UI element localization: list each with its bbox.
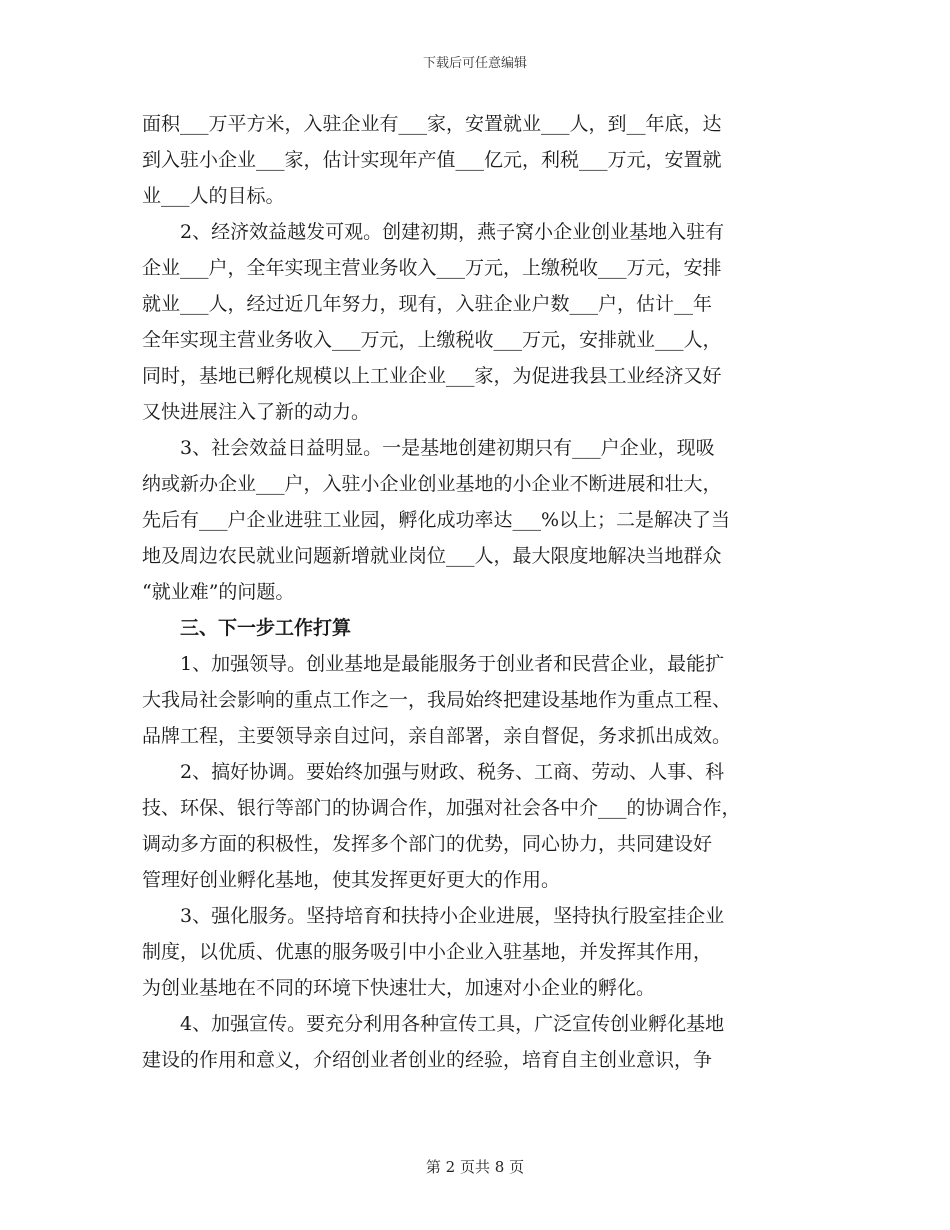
text-line: 1、加强领导。创业基地是最能服务于创业者和民营企业，最能扩 — [180, 653, 725, 675]
text-line: 3、社会效益日益明显。一是基地创建初期只有___户企业，现吸 — [180, 437, 715, 459]
text-line: “就业难”的问题。 — [142, 581, 295, 603]
text-line: 地及周边农民就业问题新增就业岗位___人，最大限度地解决当地群众 — [142, 545, 722, 567]
text-line: 大我局社会影响的重点工作之一，我局始终把建设基地作为重点工程、 — [142, 689, 732, 711]
text-line: 品牌工程，主要领导亲自过问，亲自部署，亲自督促，务求抓出成效。 — [142, 725, 732, 747]
text-line: 到入驻小企业___家，估计实现年产值___亿元，利税___万元，安置就 — [142, 149, 722, 171]
text-line: 建设的作用和意义，介绍创业者创业的经验，培育自主创业意识，争 — [142, 1049, 713, 1071]
text-line: 4、加强宣传。要充分利用各种宣传工具，广泛宣传创业孵化基地 — [180, 1013, 725, 1035]
text-line: 就业___人，经过近几年努力，现有，入驻企业户数___户，估计__年 — [142, 293, 713, 315]
text-line: 调动多方面的积极性，发挥多个部门的优势，同心协力，共同建设好 — [142, 833, 713, 855]
text-line: 技、环保、银行等部门的协调合作，加强对社会各中介___的协调合作， — [142, 797, 741, 819]
text-line: 管理好创业孵化基地，使其发挥更好更大的作用。 — [142, 869, 561, 891]
text-line: 2、经济效益越发可观。创建初期，燕子窝小企业创业基地入驻有 — [180, 221, 725, 243]
text-line: 业___人的目标。 — [142, 185, 285, 207]
text-line: 企业___户，全年实现主营业务收入___万元，上缴税收___万元，安排 — [142, 257, 722, 279]
text-line: 先后有___户企业进驻工业园，孵化成功率达___%以上；二是解决了当 — [142, 509, 731, 531]
text-line: 全年实现主营业务收入___万元，上缴税收___万元，安排就业___人， — [142, 329, 722, 351]
text-line: 纳或新办企业___户，入驻小企业创业基地的小企业不断进展和壮大， — [142, 473, 722, 495]
text-line: 制度，以优质、优惠的服务吸引中小企业入驻基地，并发挥其作用， — [142, 941, 713, 963]
page-header: 下载后可任意编辑 — [422, 56, 527, 71]
section-heading: 三、下一步工作打算 — [180, 617, 352, 639]
page-footer: 第 2 页共 8 页 — [425, 1158, 525, 1176]
text-line: 2、搞好协调。要始终加强与财政、税务、工商、劳动、人事、科 — [180, 761, 725, 783]
text-line: 面积___万平方米，入驻企业有___家，安置就业___人，到__年底，达 — [142, 113, 722, 135]
text-line: 3、强化服务。坚持培育和扶持小企业进展，坚持执行股室挂企业 — [180, 905, 725, 927]
text-line: 同时，基地已孵化规模以上工业企业___家，为促进我县工业经济又好 — [142, 365, 722, 387]
text-line: 又快进展注入了新的动力。 — [142, 401, 371, 423]
text-line: 为创业基地在不同的环境下快速壮大，加速对小企业的孵化。 — [142, 977, 656, 999]
document-body — [142, 106, 810, 1078]
